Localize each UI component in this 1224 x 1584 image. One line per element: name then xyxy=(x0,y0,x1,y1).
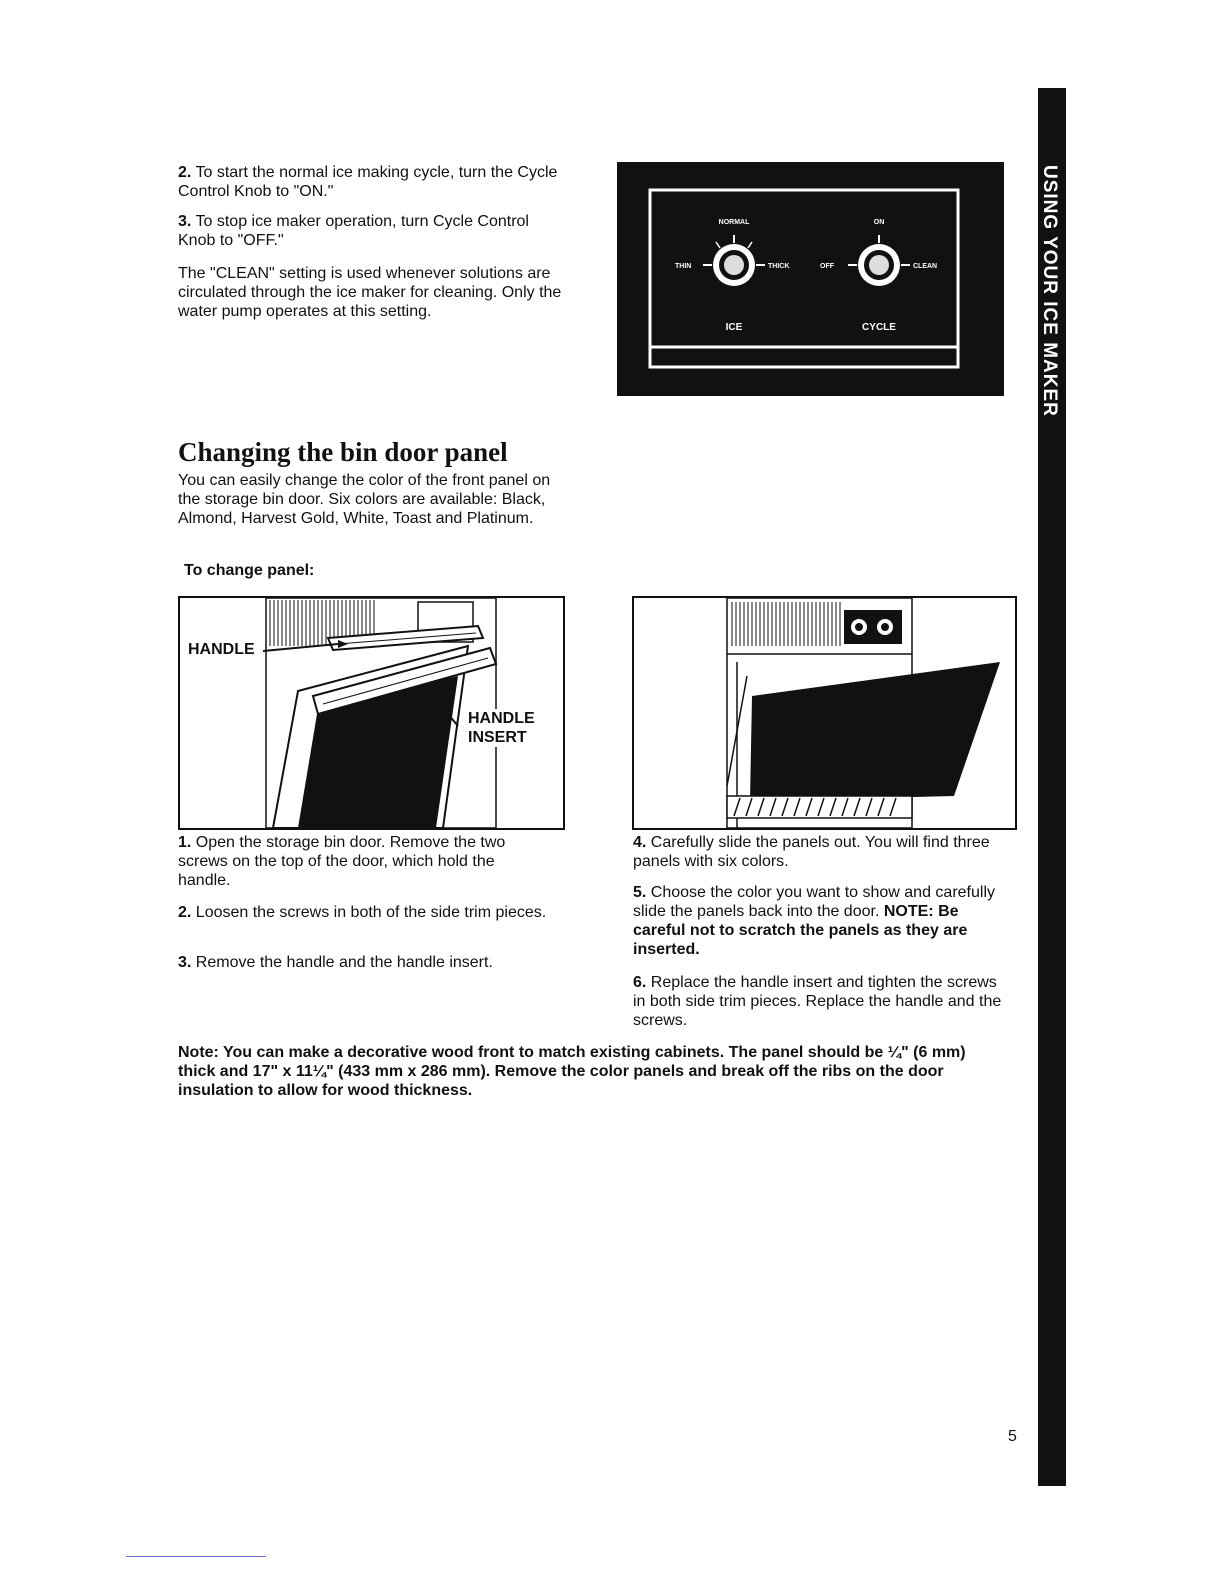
handle-insert-line-2: INSERT xyxy=(468,729,527,746)
handle-insert-label xyxy=(468,709,535,747)
cycle-label: CYCLE xyxy=(862,322,896,333)
panel-illustration xyxy=(632,596,1017,830)
handle-figure xyxy=(178,596,565,830)
step-number: 1. xyxy=(178,834,192,851)
footer-rule xyxy=(126,1556,266,1557)
step-6 xyxy=(633,973,1008,1030)
control-panel-illustration xyxy=(617,162,1004,396)
off-label: OFF xyxy=(820,263,834,270)
thick-label: THICK xyxy=(768,263,790,270)
section-title: Changing the bin door panel xyxy=(178,437,508,467)
step-text: To start the normal ice making cycle, turn the Cycle Control Knob to "ON." xyxy=(178,164,558,200)
step-number: 4. xyxy=(633,834,647,851)
step-2 xyxy=(178,903,548,922)
step-number: 6. xyxy=(633,974,647,991)
to-change-heading: To change panel: xyxy=(184,562,315,579)
step-number: 2. xyxy=(178,904,192,921)
step-text: Carefully slide the panels out. You will find three panels with six colors. xyxy=(633,834,990,870)
ice-label: ICE xyxy=(725,322,743,333)
scratch-warning: NOTE: Be careful not to scratch the panels as they are inserted. xyxy=(633,903,968,958)
intro-text: You can easily change the color of the front panel on the storage bin door. Six colors are available: Black, Almond, Harvest Gold, White, Toast and Platinum. xyxy=(178,472,551,527)
clean-label: CLEAN xyxy=(913,263,938,270)
step-text: To stop ice maker operation, turn Cycle Control Knob to "OFF." xyxy=(178,213,529,249)
normal-label: NORMAL xyxy=(718,219,750,226)
handle-label: HANDLE xyxy=(188,641,255,658)
side-tab-label: USING YOUR ICE MAKER xyxy=(1039,165,1060,417)
step-1 xyxy=(178,833,538,890)
step-3 xyxy=(178,953,513,972)
step-number: 2. xyxy=(178,164,192,181)
step-3-top xyxy=(178,212,538,250)
step-text: Choose the color you want to show and carefully slide the panels back into the door. xyxy=(633,884,995,920)
on-label: ON xyxy=(873,219,885,226)
step-text: Open the storage bin door. Remove the two screws on the top of the door, which hold the handle. xyxy=(178,834,506,889)
step-number: 3. xyxy=(178,213,192,230)
wood-front-note: Note: You can make a decorative wood front to match existing cabinets. The panel should be ¼" (6 mm) thick and 17" x 11¼" (433 mm x 286 mm). Remove the color panels and break off the ribs on the door insulation to allow for wood thickness. xyxy=(178,1044,966,1099)
step-number: 5. xyxy=(633,884,647,901)
step-4 xyxy=(633,833,1013,871)
handle-insert-line-1: HANDLE xyxy=(468,710,535,727)
control-panel-figure xyxy=(617,162,1004,396)
thin-label: THIN xyxy=(675,263,692,270)
step-text: Replace the handle insert and tighten the screws in both side trim pieces. Replace the handle and the screws. xyxy=(633,974,1002,1029)
step-text: Loosen the screws in both of the side trim pieces. xyxy=(195,904,547,921)
page-number: 5 xyxy=(1008,1428,1017,1445)
step-number: 3. xyxy=(178,954,192,971)
step-2-top xyxy=(178,163,568,201)
panel-figure xyxy=(632,596,1017,830)
step-text: Remove the handle and the handle insert. xyxy=(195,954,493,971)
clean-note: The "CLEAN" setting is used whenever solutions are circulated through the ice maker for cleaning. Only the water pump operates at this setting. xyxy=(178,265,562,320)
step-5 xyxy=(633,883,998,959)
